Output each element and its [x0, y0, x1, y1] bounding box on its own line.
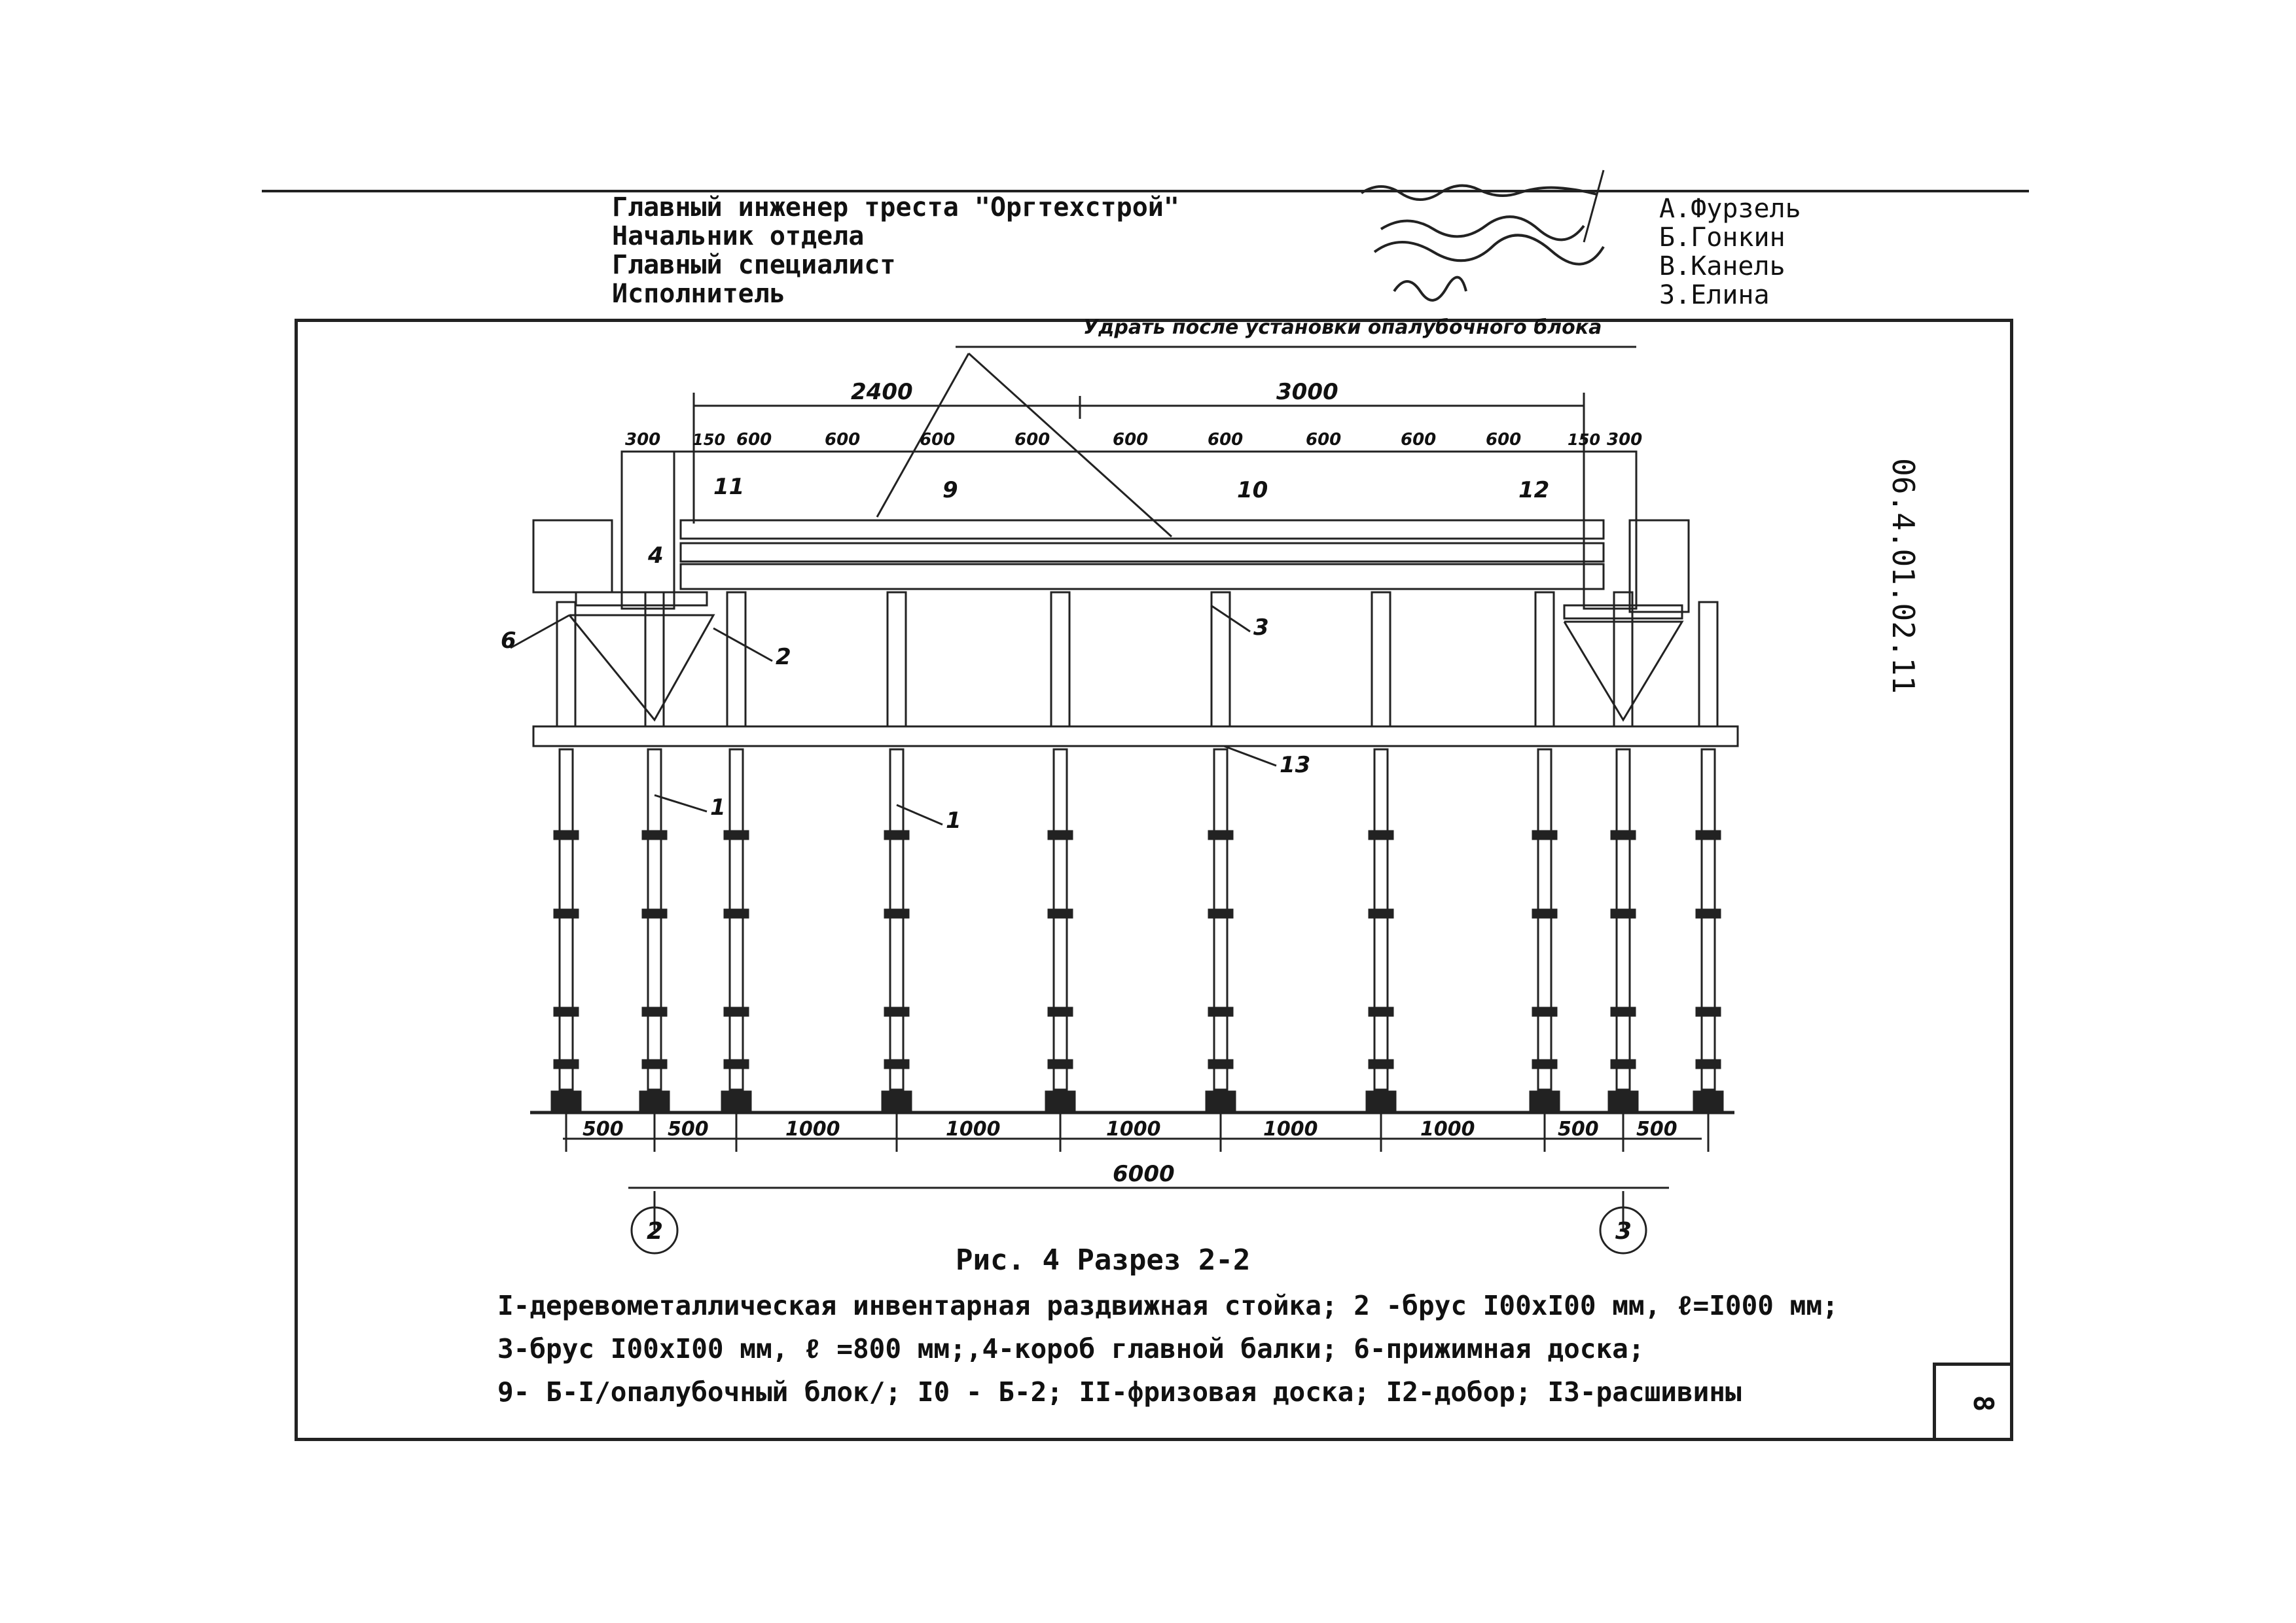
figure-title: Рис. 4 Разрез 2-2 — [956, 1243, 1251, 1277]
note-text: Удрать после установки опалубочного блока — [1083, 316, 1602, 339]
subdim-12: 150 — [1568, 431, 1601, 449]
prop-stand — [1530, 592, 1559, 1152]
subdim-8: 600 — [1208, 430, 1244, 450]
subdim-1: 300 — [625, 430, 661, 450]
formwork-deck — [681, 520, 1604, 539]
subdim-4: 600 — [825, 430, 861, 450]
legend-line-2: 3-брус I00xI00 мм, ℓ =800 мм;,4-короб главной балки; 6-прижимная доска; — [497, 1333, 1645, 1364]
document-number: 06.4.01.02.11 — [1886, 458, 1921, 694]
legend-line-3: 9- Б-I/опалубочный блок/; I0 - Б-2; II-фризовая доска; I2-добор; I3-расшивины — [497, 1376, 1742, 1408]
bottom-dim-1: 500 — [583, 1118, 624, 1141]
figure-legend — [497, 1284, 1839, 1414]
prop-stand — [1046, 592, 1075, 1152]
callout-12: 12 — [1518, 477, 1550, 503]
callout-4: 4 — [648, 543, 664, 569]
bottom-dim-3: 1000 — [785, 1118, 840, 1141]
role-chief-engineer: Главный инженер треста "Оргтехстрой" — [612, 192, 1179, 223]
overall-dim-6000: 6000 — [1113, 1161, 1175, 1187]
sheet-number: 8 — [1967, 1395, 2000, 1412]
right-slab-edge — [1630, 520, 1689, 612]
main-beam-box-right — [1584, 452, 1636, 609]
prop-stand — [722, 592, 751, 1152]
role-department-head: Начальник отдела — [612, 221, 865, 251]
subdim-6: 600 — [1014, 430, 1050, 450]
subdim-2: 150 — [692, 431, 726, 449]
subdim-9: 600 — [1306, 430, 1342, 450]
props-group — [552, 592, 1723, 1152]
left-slab-edge — [533, 520, 612, 592]
subdim-13: 300 — [1607, 430, 1643, 450]
axis-3-label: 3 — [1615, 1218, 1632, 1245]
callout-6: 6 — [501, 628, 516, 654]
left-support-plate — [576, 592, 707, 605]
top-dim-2400: 2400 — [851, 379, 913, 405]
callout-9: 9 — [942, 477, 958, 503]
name-3: В.Канель — [1659, 251, 1785, 281]
left-knee-brace — [569, 615, 713, 720]
callout-11: 11 — [713, 474, 745, 500]
bottom-dim-5: 1000 — [1106, 1118, 1161, 1141]
bottom-dim-2: 500 — [668, 1118, 709, 1141]
callout-13: 13 — [1280, 752, 1311, 778]
bottom-dim-9: 500 — [1636, 1118, 1677, 1141]
formwork-block — [681, 543, 1604, 562]
subdim-7: 600 — [1113, 430, 1149, 450]
prop-stand — [1367, 592, 1395, 1152]
callout-3: 3 — [1253, 615, 1269, 641]
subdim-5: 600 — [920, 430, 956, 450]
name-4: З.Елина — [1659, 280, 1770, 310]
callout-2: 2 — [776, 644, 791, 670]
prop-stand — [882, 592, 911, 1152]
callout-10: 10 — [1237, 477, 1268, 503]
subdim-11: 600 — [1486, 430, 1522, 450]
main-beam-box-left — [622, 452, 674, 609]
bottom-dim-7: 1000 — [1420, 1118, 1475, 1141]
role-executor: Исполнитель — [612, 279, 785, 309]
bottom-dim-4: 1000 — [946, 1118, 1001, 1141]
right-knee-brace — [1564, 622, 1682, 720]
top-dim-3000: 3000 — [1276, 379, 1338, 405]
bottom-dim-6: 1000 — [1263, 1118, 1318, 1141]
callout-1b: 1 — [946, 808, 961, 834]
name-2: Б.Гонкин — [1659, 223, 1785, 253]
callout-1a: 1 — [710, 794, 726, 821]
prop-stand — [640, 592, 669, 1152]
axis-2-label: 2 — [647, 1218, 664, 1245]
subdim-10: 600 — [1401, 430, 1437, 450]
prop-stand — [1694, 602, 1723, 1152]
tie-board — [533, 726, 1738, 746]
prop-stand — [552, 602, 581, 1152]
main-beam — [681, 564, 1604, 589]
prop-stand — [1206, 592, 1235, 1152]
name-1: А.Фурзель — [1659, 194, 1801, 224]
subdim-3: 600 — [736, 430, 772, 450]
bottom-dim-8: 500 — [1558, 1118, 1599, 1141]
prop-stand — [1609, 592, 1638, 1152]
role-chief-specialist: Главный специалист — [612, 250, 896, 280]
legend-line-1: I-деревометаллическая инвентарная раздвижная стойка; 2 -брус I00xI00 мм, ℓ=I000 мм; — [497, 1290, 1839, 1321]
